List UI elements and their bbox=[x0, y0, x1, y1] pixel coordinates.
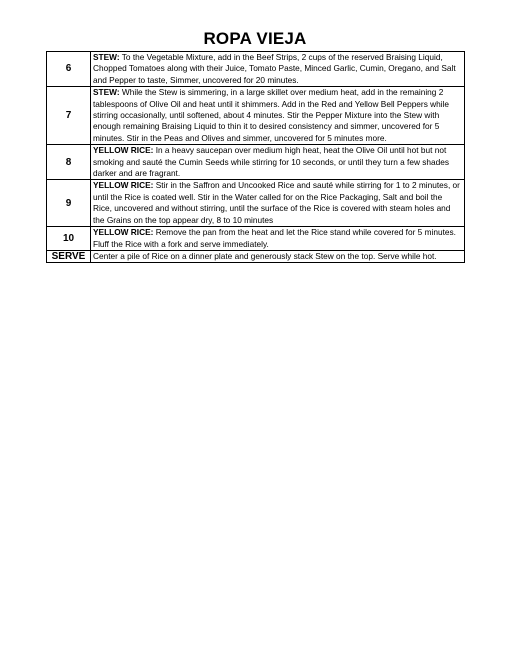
table-row bbox=[47, 87, 465, 145]
step-label: YELLOW RICE: bbox=[93, 180, 154, 191]
step-number: 6 bbox=[47, 52, 91, 87]
page-title: ROPA VIEJA bbox=[203, 29, 307, 48]
step-text-cell bbox=[91, 180, 465, 227]
table-row bbox=[47, 145, 465, 180]
step-number: SERVE bbox=[47, 250, 91, 262]
step-label: YELLOW RICE: bbox=[93, 227, 154, 238]
step-label: STEW: bbox=[93, 87, 120, 98]
step-number: 9 bbox=[47, 180, 91, 227]
step-text-cell bbox=[91, 52, 465, 87]
step-label: STEW: bbox=[93, 52, 120, 62]
step-number: 7 bbox=[47, 87, 91, 145]
step-instructions: While the Stew is simmering, in a large skillet over medium heat, add in the remaining 2 tablespoons of Olive Oil and heat until it shimmers. Add in the Red and Yellow Bell Peppers while stirring occasionally, until softened, about 4 minutes. Stir the Pepper Mixture into the Stew with enough remaining Braising Liquid to thin it to desired consistency and simmer, uncovered for 5 minutes. Stir in the Peas and Olives and simmer, uncovered for 5 minutes more. bbox=[93, 87, 450, 143]
step-instructions: Remove the pan from the heat and let the Rice stand while covered for 5 minutes. Fluff the Rice with a fork and serve immediately. bbox=[93, 227, 456, 249]
table-row bbox=[47, 52, 465, 87]
step-text-cell bbox=[91, 227, 465, 251]
step-text-cell bbox=[91, 250, 465, 262]
table-row bbox=[47, 180, 465, 227]
table-row bbox=[47, 250, 465, 262]
step-instructions: Center a pile of Rice on a dinner plate and generously stack Stew on the top. Serve while hot. bbox=[93, 250, 437, 261]
step-number: 10 bbox=[47, 227, 91, 251]
step-instructions: To the Vegetable Mixture, add in the Beef Strips, 2 cups of the reserved Braising Liquid, Chopped Tomatoes along with their Juice, Tomato Paste, Minced Garlic, Cumin, Oregano, and Salt and Pepper to taste, Simmer, uncovered for 20 minutes. bbox=[93, 52, 456, 85]
step-instructions: Stir in the Saffron and Uncooked Rice and sauté while stirring for 1 to 2 minutes, or until the Rice is coated well. Stir in the Water called for on the Rice Packaging, Salt and boil the Rice, uncovered and without stirring, until the surface of the Rice is covered with steam holes and the Grains on the top appear dry, 8 to 10 minutes bbox=[93, 180, 460, 225]
step-label: YELLOW RICE: bbox=[93, 145, 154, 156]
step-instructions: In a heavy saucepan over medium high heat, heat the Olive Oil until hot but not smoking and sauté the Cumin Seeds while stirring for 10 seconds, or until they turn a few shades darker and are fragrant. bbox=[93, 145, 450, 179]
recipe-steps-table bbox=[46, 51, 465, 263]
step-text-cell bbox=[91, 145, 465, 180]
step-text-cell bbox=[91, 87, 465, 145]
step-number: 8 bbox=[47, 145, 91, 180]
table-row bbox=[47, 227, 465, 251]
